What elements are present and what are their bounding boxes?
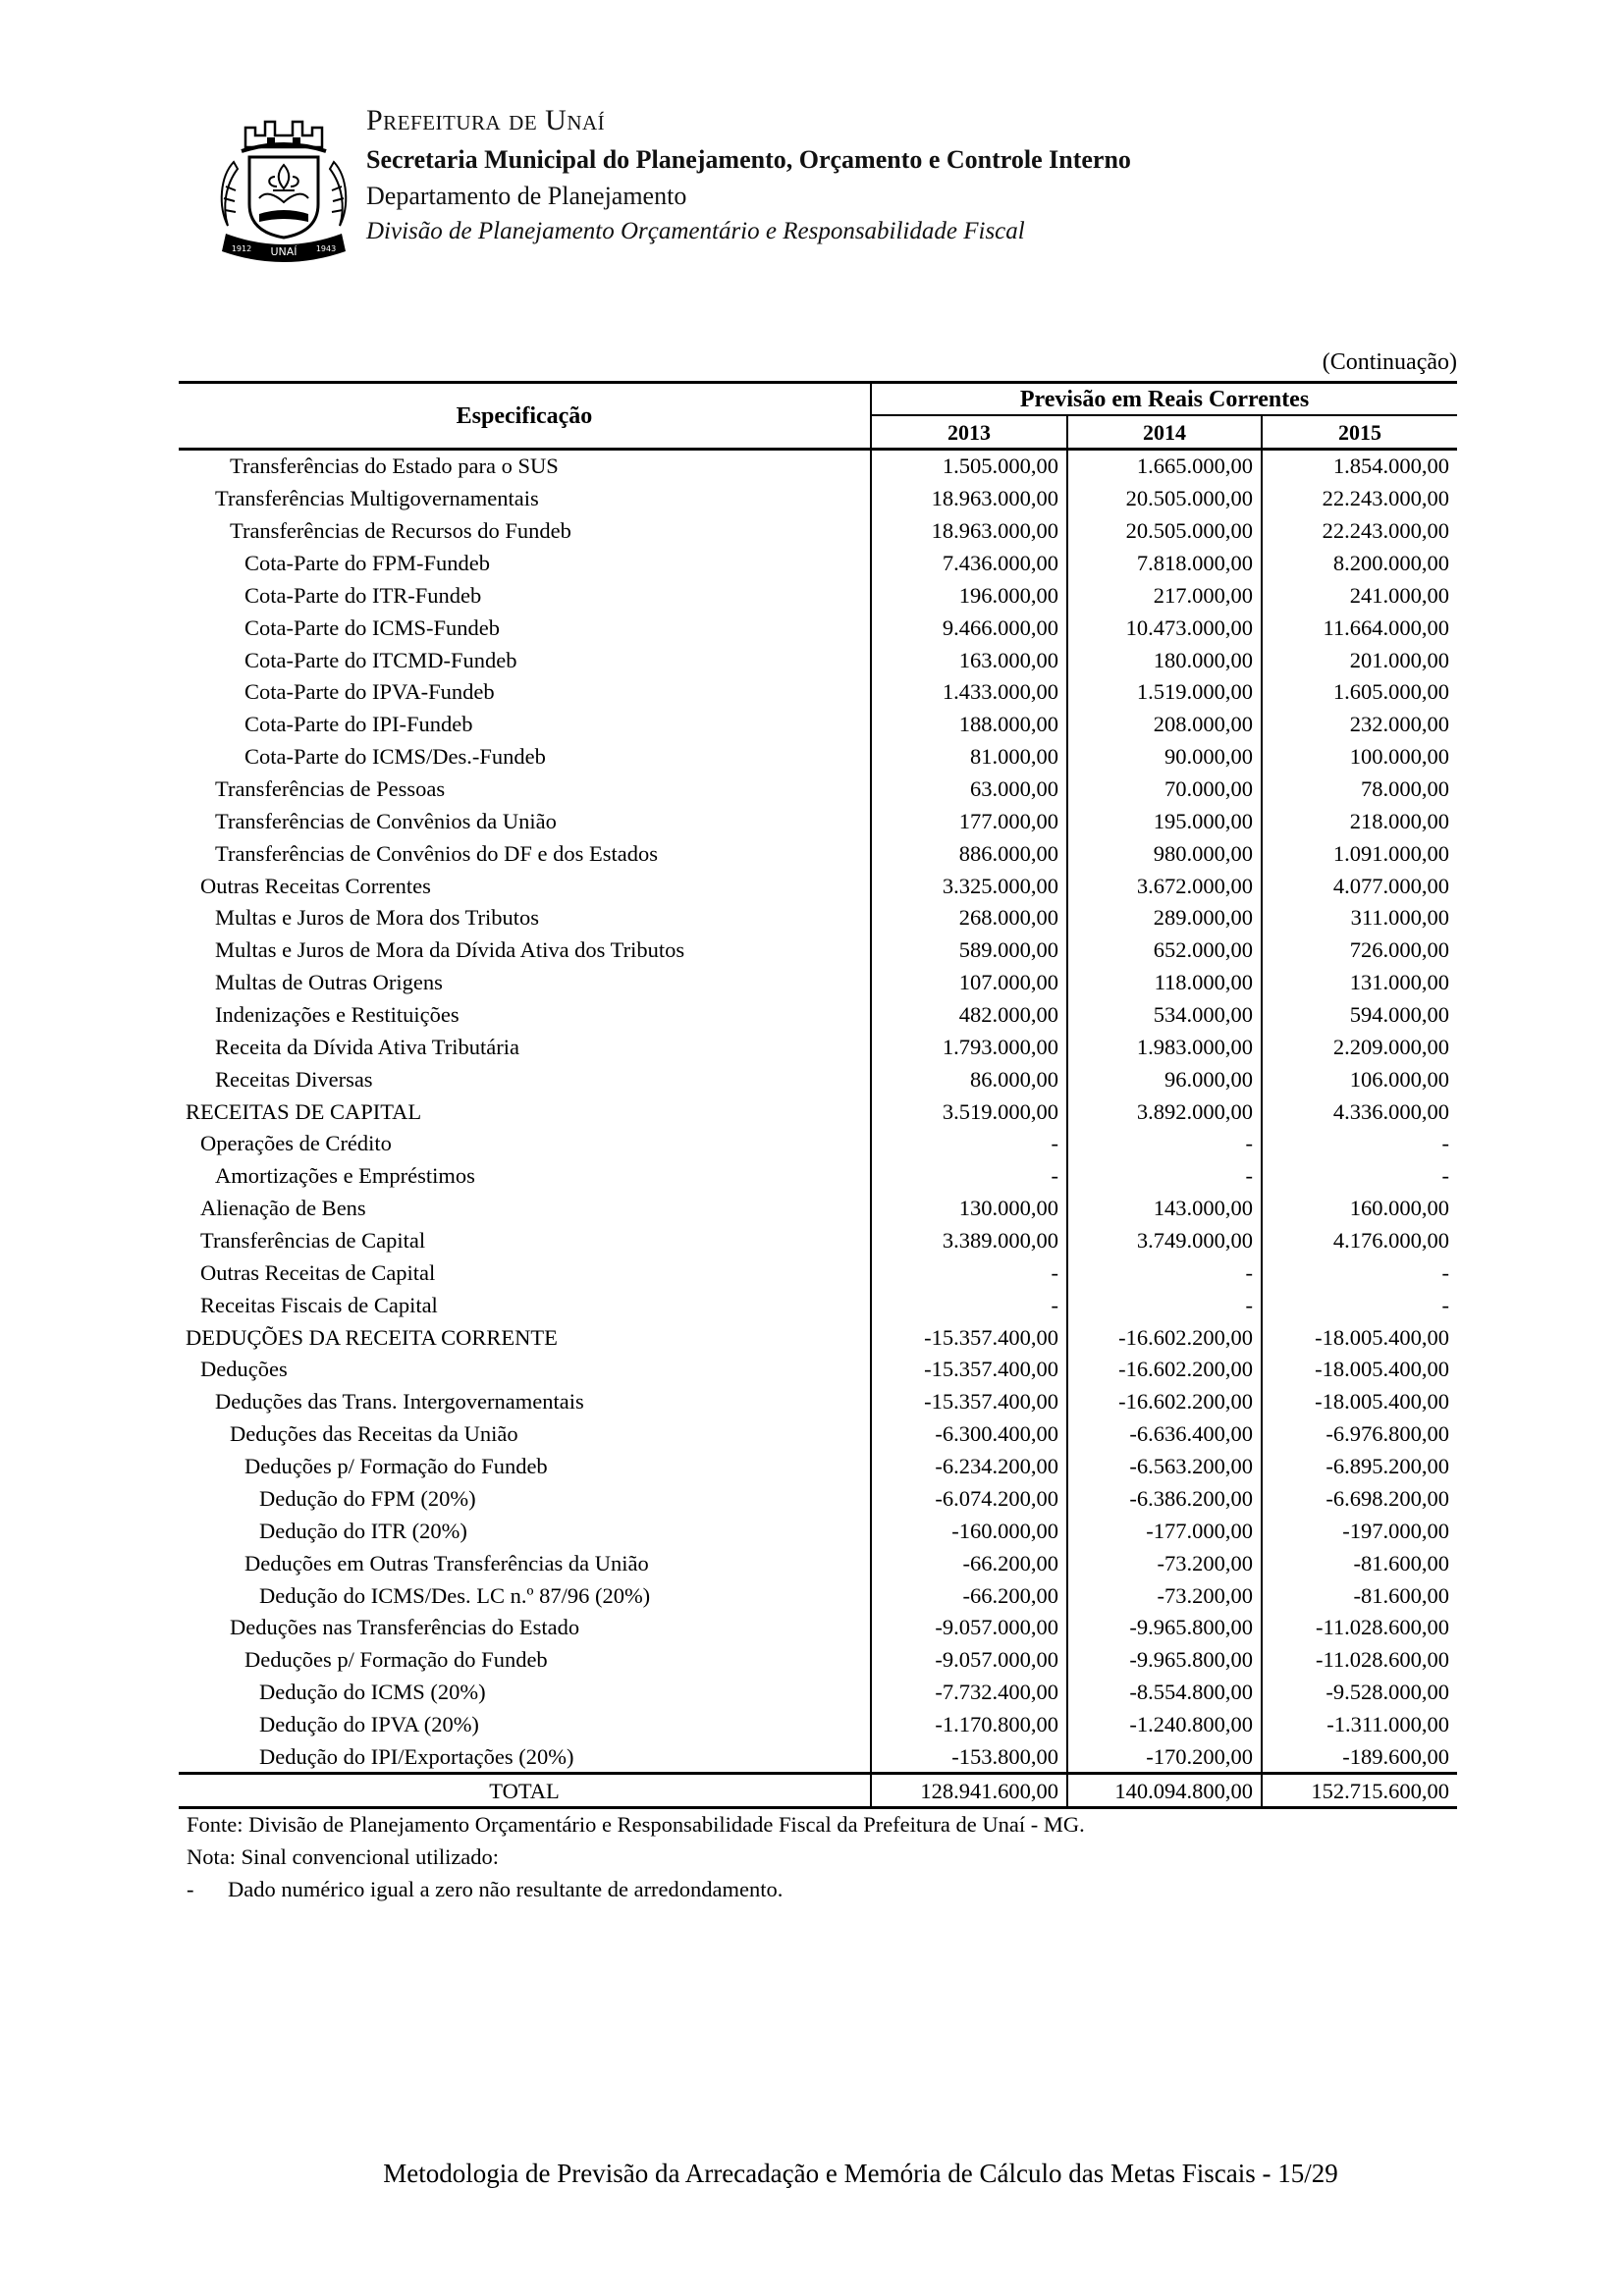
- value-cell-2015: -1.311.000,00: [1261, 1709, 1457, 1741]
- value-cell-2014: -73.200,00: [1066, 1579, 1261, 1612]
- table-row: [179, 1193, 1457, 1225]
- value-cell-2015: 232.000,00: [1261, 709, 1457, 741]
- value-cell-2014: 1.983.000,00: [1066, 1031, 1261, 1063]
- value-cell-2013: 1.505.000,00: [870, 451, 1066, 483]
- value-cell-2013: -66.200,00: [870, 1579, 1066, 1612]
- org-name: Prefeitura de Unaí: [366, 104, 606, 136]
- value-cell-2015: 22.243.000,00: [1261, 515, 1457, 548]
- value-cell-2013: 7.436.000,00: [870, 548, 1066, 580]
- row-label: Deduções: [200, 1357, 288, 1382]
- table-row: [179, 579, 1457, 612]
- value-cell-2014: 195.000,00: [1066, 805, 1261, 837]
- value-cell-2015: 1.091.000,00: [1261, 837, 1457, 870]
- table-row: [179, 1289, 1457, 1321]
- table-row: [179, 1579, 1457, 1612]
- value-cell-2013: 86.000,00: [870, 1063, 1066, 1095]
- value-cell-2015: -6.698.200,00: [1261, 1483, 1457, 1516]
- value-cell-2014: -9.965.800,00: [1066, 1612, 1261, 1644]
- value-cell-2015: 311.000,00: [1261, 902, 1457, 934]
- table-notes: [187, 1808, 1085, 1905]
- table-row: [179, 934, 1457, 967]
- value-cell-2014: -: [1066, 1160, 1261, 1193]
- value-cell-2013: 188.000,00: [870, 709, 1066, 741]
- convention-note: Nota: Sinal convencional utilizado:: [187, 1844, 500, 1869]
- value-cell-2013: -9.057.000,00: [870, 1644, 1066, 1677]
- table-row: [179, 1547, 1457, 1579]
- value-cell-2014: 143.000,00: [1066, 1193, 1261, 1225]
- table-row: [179, 1644, 1457, 1677]
- value-cell-2014: 90.000,00: [1066, 741, 1261, 774]
- table-row: [179, 1515, 1457, 1547]
- row-label: Cota-Parte do ICMS-Fundeb: [244, 614, 500, 640]
- value-cell-2013: -9.057.000,00: [870, 1612, 1066, 1644]
- value-cell-2013: 268.000,00: [870, 902, 1066, 934]
- value-cell-2014: -: [1066, 1256, 1261, 1289]
- value-cell-2013: -: [870, 1128, 1066, 1160]
- table-row: [179, 967, 1457, 999]
- value-cell-2014: 534.000,00: [1066, 999, 1261, 1032]
- value-cell-2014: 980.000,00: [1066, 837, 1261, 870]
- table-row: [179, 1386, 1457, 1418]
- value-cell-2014: 3.672.000,00: [1066, 870, 1261, 902]
- value-cell-2015: -6.976.800,00: [1261, 1418, 1457, 1451]
- row-label: Cota-Parte do ITCMD-Fundeb: [244, 647, 517, 672]
- svg-text:1912: 1912: [231, 244, 252, 253]
- value-cell-2015: 160.000,00: [1261, 1193, 1457, 1225]
- year-header-2014: 2014: [1066, 416, 1261, 449]
- value-cell-2014: 20.505.000,00: [1066, 483, 1261, 515]
- continuation-label: (Continuação): [1322, 349, 1457, 375]
- convention-legend: [187, 1873, 1085, 1905]
- value-cell-2015: -18.005.400,00: [1261, 1321, 1457, 1354]
- table-row: [179, 837, 1457, 870]
- legend-symbol: -: [187, 1877, 194, 1901]
- table-row: [179, 1483, 1457, 1516]
- total-value-2013: 128.941.600,00: [870, 1775, 1066, 1807]
- value-cell-2014: -177.000,00: [1066, 1515, 1261, 1547]
- value-cell-2015: -9.528.000,00: [1261, 1677, 1457, 1709]
- row-label: Dedução do IPI/Exportações (20%): [259, 1743, 574, 1769]
- value-cell-2014: -: [1066, 1289, 1261, 1321]
- row-label: Receita da Dívida Ativa Tributária: [215, 1034, 519, 1059]
- table-header: [179, 381, 1457, 449]
- value-cell-2015: 201.000,00: [1261, 644, 1457, 676]
- value-cell-2013: 9.466.000,00: [870, 612, 1066, 644]
- value-cell-2015: -81.600,00: [1261, 1547, 1457, 1579]
- spec-column-header: Especificação: [456, 402, 593, 429]
- row-label: Amortizações e Empréstimos: [215, 1163, 475, 1189]
- row-label: Transferências de Convênios da União: [215, 808, 557, 833]
- table-row: [179, 1256, 1457, 1289]
- row-label: Deduções em Outras Transferências da União: [244, 1550, 649, 1575]
- value-cell-2015: 218.000,00: [1261, 805, 1457, 837]
- coat-of-arms-logo: [216, 108, 352, 269]
- table-row: [179, 999, 1457, 1032]
- value-cell-2014: 1.665.000,00: [1066, 451, 1261, 483]
- value-cell-2015: 78.000,00: [1261, 774, 1457, 806]
- table-row: [179, 612, 1457, 644]
- value-cell-2014: -8.554.800,00: [1066, 1677, 1261, 1709]
- value-cell-2013: 107.000,00: [870, 967, 1066, 999]
- row-label: Dedução do ICMS (20%): [259, 1680, 486, 1705]
- row-label: Dedução do FPM (20%): [259, 1485, 476, 1511]
- value-cell-2013: -15.357.400,00: [870, 1321, 1066, 1354]
- value-cell-2014: -16.602.200,00: [1066, 1386, 1261, 1418]
- value-cell-2014: 652.000,00: [1066, 934, 1261, 967]
- total-row: [179, 1775, 1457, 1807]
- value-cell-2015: -6.895.200,00: [1261, 1451, 1457, 1483]
- table-row: [179, 1225, 1457, 1257]
- table-row: [179, 902, 1457, 934]
- value-cell-2013: 130.000,00: [870, 1193, 1066, 1225]
- value-cell-2014: 289.000,00: [1066, 902, 1261, 934]
- row-label: DEDUÇÕES DA RECEITA CORRENTE: [186, 1324, 558, 1350]
- value-cell-2013: -: [870, 1256, 1066, 1289]
- value-cell-2015: -18.005.400,00: [1261, 1354, 1457, 1386]
- value-cell-2014: -16.602.200,00: [1066, 1321, 1261, 1354]
- value-cell-2015: 1.605.000,00: [1261, 676, 1457, 709]
- value-cell-2014: 180.000,00: [1066, 644, 1261, 676]
- table-row: [179, 548, 1457, 580]
- table-row: [179, 1451, 1457, 1483]
- svg-text:UNAÍ: UNAÍ: [270, 245, 298, 258]
- value-cell-2015: -11.028.600,00: [1261, 1612, 1457, 1644]
- value-cell-2013: 18.963.000,00: [870, 515, 1066, 548]
- value-cell-2014: -: [1066, 1128, 1261, 1160]
- value-cell-2015: 11.664.000,00: [1261, 612, 1457, 644]
- value-cell-2015: 4.176.000,00: [1261, 1225, 1457, 1257]
- value-cell-2015: 106.000,00: [1261, 1063, 1457, 1095]
- table-row: [179, 1354, 1457, 1386]
- row-label: Transferências de Capital: [200, 1228, 426, 1254]
- table-row: [179, 709, 1457, 741]
- row-label: Indenizações e Restituições: [215, 1002, 460, 1028]
- row-label: Deduções das Receitas da União: [230, 1421, 518, 1447]
- row-label: RECEITAS DE CAPITAL: [186, 1098, 422, 1124]
- table-row: [179, 1677, 1457, 1709]
- value-cell-2013: 3.389.000,00: [870, 1225, 1066, 1257]
- table-row: [179, 644, 1457, 676]
- value-cell-2014: -6.636.400,00: [1066, 1418, 1261, 1451]
- total-value-2014: 140.094.800,00: [1066, 1775, 1261, 1807]
- value-cell-2013: 163.000,00: [870, 644, 1066, 676]
- table-row: [179, 1418, 1457, 1451]
- row-label: Deduções p/ Formação do Fundeb: [244, 1647, 548, 1673]
- row-label: Cota-Parte do IPI-Fundeb: [244, 712, 473, 737]
- svg-text:1943: 1943: [315, 244, 337, 253]
- value-cell-2014: 96.000,00: [1066, 1063, 1261, 1095]
- row-label: Multas e Juros de Mora da Dívida Ativa dos Tributos: [215, 937, 685, 963]
- value-cell-2013: 177.000,00: [870, 805, 1066, 837]
- value-cell-2013: -153.800,00: [870, 1740, 1066, 1773]
- total-label: TOTAL: [489, 1778, 560, 1803]
- row-label: Outras Receitas Correntes: [200, 873, 431, 898]
- table-row: [179, 1321, 1457, 1354]
- value-cell-2015: 4.336.000,00: [1261, 1095, 1457, 1128]
- table-row: [179, 676, 1457, 709]
- value-cell-2015: 8.200.000,00: [1261, 548, 1457, 580]
- table-row: [179, 451, 1457, 483]
- value-cell-2013: -160.000,00: [870, 1515, 1066, 1547]
- row-label: Dedução do ITR (20%): [259, 1518, 467, 1543]
- value-cell-2013: 482.000,00: [870, 999, 1066, 1032]
- table-body: [179, 451, 1457, 1803]
- row-label: Transferências do Estado para o SUS: [230, 454, 559, 479]
- table-row: [179, 741, 1457, 774]
- value-cell-2013: 196.000,00: [870, 579, 1066, 612]
- table-row: [179, 1740, 1457, 1773]
- value-cell-2014: -6.386.200,00: [1066, 1483, 1261, 1516]
- value-cell-2013: -6.074.200,00: [870, 1483, 1066, 1516]
- table-row: [179, 483, 1457, 515]
- table-row: [179, 774, 1457, 806]
- row-label: Receitas Fiscais de Capital: [200, 1292, 438, 1317]
- value-cell-2013: -: [870, 1289, 1066, 1321]
- total-value-2015: 152.715.600,00: [1261, 1775, 1457, 1807]
- value-cell-2014: -1.240.800,00: [1066, 1709, 1261, 1741]
- page-footer: Metodologia de Previsão da Arrecadação e Memória de Cálculo das Metas Fiscais - 15/29: [383, 2159, 1338, 2188]
- municipal-coat-of-arms-icon: [216, 108, 352, 269]
- value-cell-2015: 1.854.000,00: [1261, 451, 1457, 483]
- value-cell-2013: 63.000,00: [870, 774, 1066, 806]
- year-header-2015: 2015: [1261, 416, 1457, 449]
- table-row: [179, 1160, 1457, 1193]
- value-cell-2014: 118.000,00: [1066, 967, 1261, 999]
- value-cell-2014: 217.000,00: [1066, 579, 1261, 612]
- value-cell-2014: 7.818.000,00: [1066, 548, 1261, 580]
- value-cell-2013: 589.000,00: [870, 934, 1066, 967]
- value-cell-2014: 1.519.000,00: [1066, 676, 1261, 709]
- row-label: Operações de Crédito: [200, 1131, 392, 1156]
- row-label: Dedução do IPVA (20%): [259, 1711, 479, 1736]
- value-cell-2015: -189.600,00: [1261, 1740, 1457, 1773]
- divisao-name: Divisão de Planejamento Orçamentário e Responsabilidade Fiscal: [366, 218, 1025, 244]
- value-cell-2015: 131.000,00: [1261, 967, 1457, 999]
- row-label: Cota-Parte do ICMS/Des.-Fundeb: [244, 744, 546, 770]
- value-cell-2014: 3.749.000,00: [1066, 1225, 1261, 1257]
- table-row: [179, 870, 1457, 902]
- value-cell-2014: 10.473.000,00: [1066, 612, 1261, 644]
- value-cell-2015: 241.000,00: [1261, 579, 1457, 612]
- value-cell-2015: -: [1261, 1128, 1457, 1160]
- value-cell-2015: -: [1261, 1160, 1457, 1193]
- value-cell-2013: 3.325.000,00: [870, 870, 1066, 902]
- row-label: Transferências Multigovernamentais: [215, 486, 539, 511]
- value-cell-2013: -15.357.400,00: [870, 1386, 1066, 1418]
- value-cell-2014: 20.505.000,00: [1066, 515, 1261, 548]
- value-cell-2015: -: [1261, 1289, 1457, 1321]
- row-label: Cota-Parte do FPM-Fundeb: [244, 551, 490, 575]
- value-cell-2015: 2.209.000,00: [1261, 1031, 1457, 1063]
- row-label: Transferências de Recursos do Fundeb: [230, 518, 571, 544]
- table-row: [179, 1095, 1457, 1128]
- value-cell-2015: 594.000,00: [1261, 999, 1457, 1032]
- value-cell-2014: -170.200,00: [1066, 1740, 1261, 1773]
- source-note: Fonte: Divisão de Planejamento Orçamentário e Responsabilidade Fiscal da Prefeitura de Unaí - MG.: [187, 1812, 1085, 1837]
- table-row: [179, 1612, 1457, 1644]
- departamento-name: Departamento de Planejamento: [366, 182, 687, 210]
- secretaria-name: Secretaria Municipal do Planejamento, Orçamento e Controle Interno: [366, 145, 1131, 174]
- row-label: Cota-Parte do ITR-Fundeb: [244, 582, 482, 608]
- value-cell-2013: -7.732.400,00: [870, 1677, 1066, 1709]
- row-label: Deduções nas Transferências do Estado: [230, 1615, 580, 1640]
- row-label: Deduções p/ Formação do Fundeb: [244, 1454, 548, 1479]
- table-row: [179, 515, 1457, 548]
- table-row: [179, 1063, 1457, 1095]
- value-cell-2015: -18.005.400,00: [1261, 1386, 1457, 1418]
- value-cell-2015: -197.000,00: [1261, 1515, 1457, 1547]
- value-cell-2013: -6.234.200,00: [870, 1451, 1066, 1483]
- table-row: [179, 1128, 1457, 1160]
- value-cell-2014: 70.000,00: [1066, 774, 1261, 806]
- row-label: Outras Receitas de Capital: [200, 1259, 436, 1285]
- forecast-group-header: Previsão em Reais Correntes: [870, 384, 1457, 415]
- row-label: Cota-Parte do IPVA-Fundeb: [244, 679, 495, 705]
- value-cell-2014: 3.892.000,00: [1066, 1095, 1261, 1128]
- value-cell-2013: -6.300.400,00: [870, 1418, 1066, 1451]
- value-cell-2013: 18.963.000,00: [870, 483, 1066, 515]
- value-cell-2013: 886.000,00: [870, 837, 1066, 870]
- row-label: Transferências de Pessoas: [215, 776, 446, 802]
- value-cell-2013: -: [870, 1160, 1066, 1193]
- table-row: [179, 805, 1457, 837]
- value-cell-2013: -66.200,00: [870, 1547, 1066, 1579]
- table-row: [179, 1031, 1457, 1063]
- value-cell-2013: -15.357.400,00: [870, 1354, 1066, 1386]
- value-cell-2015: 726.000,00: [1261, 934, 1457, 967]
- value-cell-2015: 100.000,00: [1261, 741, 1457, 774]
- value-cell-2015: -: [1261, 1256, 1457, 1289]
- row-label: Multas de Outras Origens: [215, 970, 443, 995]
- row-label: Deduções das Trans. Intergovernamentais: [215, 1389, 584, 1415]
- value-cell-2013: 3.519.000,00: [870, 1095, 1066, 1128]
- value-cell-2015: 4.077.000,00: [1261, 870, 1457, 902]
- value-cell-2013: 1.793.000,00: [870, 1031, 1066, 1063]
- table-row: [179, 1709, 1457, 1741]
- row-label: Transferências de Convênios do DF e dos Estados: [215, 840, 658, 866]
- value-cell-2013: 1.433.000,00: [870, 676, 1066, 709]
- value-cell-2013: -1.170.800,00: [870, 1709, 1066, 1741]
- row-label: Multas e Juros de Mora dos Tributos: [215, 905, 540, 931]
- value-cell-2014: -6.563.200,00: [1066, 1451, 1261, 1483]
- value-cell-2013: 81.000,00: [870, 741, 1066, 774]
- year-header-2013: 2013: [870, 416, 1066, 449]
- value-cell-2014: 208.000,00: [1066, 709, 1261, 741]
- value-cell-2015: -81.600,00: [1261, 1579, 1457, 1612]
- row-label: Receitas Diversas: [215, 1066, 373, 1092]
- value-cell-2015: 22.243.000,00: [1261, 483, 1457, 515]
- row-label: Alienação de Bens: [200, 1196, 366, 1221]
- value-cell-2014: -9.965.800,00: [1066, 1644, 1261, 1677]
- row-label: Dedução do ICMS/Des. LC n.º 87/96 (20%): [259, 1582, 651, 1608]
- legend-text: Dado numérico igual a zero não resultante de arredondamento.: [228, 1877, 784, 1901]
- value-cell-2015: -11.028.600,00: [1261, 1644, 1457, 1677]
- value-cell-2014: -73.200,00: [1066, 1547, 1261, 1579]
- value-cell-2014: -16.602.200,00: [1066, 1354, 1261, 1386]
